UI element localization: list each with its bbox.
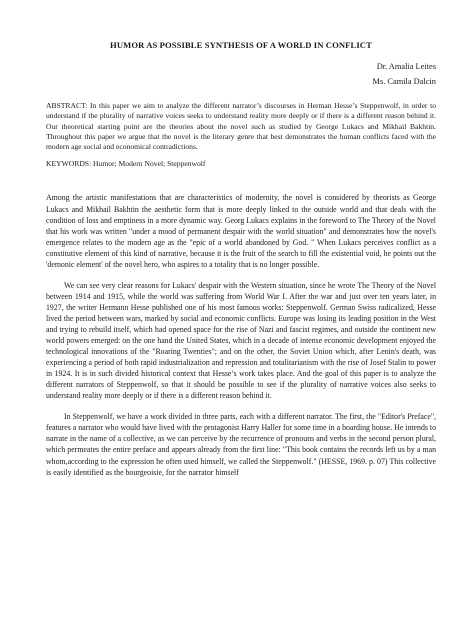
body-paragraph: Among the artistic manifestations that are characteristics of modernity, the novel is considered by theorists as George Lukacs and Mikhail Bakhtin the aesthetic form that is more deeply linked to the outside world and that deals with the condition of loss and emptiness in a more dynamic way. Georg Lukacs explains in the foreword to The Theory of the Novel that his work was written "under a mood of permanent despair with the world situation" and demonstrates how the novel's emergence relates to the modern age as the "epic of a world abandoned by God. " When Lukacs perceives conflict as a constitutive element of this kind of narrative, because it is the fruit of the search to fill the existential void, he points out the 'demonic element' of the novel hero, who aspires to a totality that is no longer possible.: [46, 193, 436, 269]
body-text: [46, 192, 436, 477]
body-paragraph: We can see very clear reasons for Lukacs' despair with the Western situation, since he wrote The Theory of the Novel between 1914 and 1915, while the world was suffering from World War I. After the war and just over ten years later, in 1927, the writer Hermann Hesse published one of his most famous works: Steppenwolf. German Swiss radicalized, Hesse lived the period between wars, marked by social and economic conflicts. Europe was losing its leading position in the West and trying to rebuild itself, which had opened space for the rise of Nazi and fascist regimes, and outside the continent new world powers emerged: on the one hand the United States, which in a decade of intense economic development enjoyed the technological innovations of the "Roaring Twenties"; and on the other, the Soviet Union which, after Lenin's death, was experiencing a period of both rapid industrialization and repression and totalitarianism with the rise of Josef Stalin to power in 1924. It is in such divided historical context that Hesse’s work takes place. And the goal of this paper is to analyze the different narrators of Steppenwolf, so that it should be possible to see if the plurality of narrative voices also seeks to understand reality more deeply or if there is a different reason behind it.: [46, 280, 436, 401]
author-name: Ms. Camila Dalcin: [372, 77, 436, 86]
abstract: ABSTRACT: In this paper we aim to analyze the different narrator’s discourses in Herman Hesse’s Steppenwolf, in order to understand if the plurality of narrative voices seeks to understand reality more deeply or if there is a different reason behind it. Our theoretical starting point are the theories about the novel such as studied by George Lukacs and Mikhail Bakhtin. Throughout this paper we argue that the novel is the literary genre that best demonstrates the human conflicts faced with the modern age social and economical contradictions.: [46, 101, 436, 152]
keywords: KEYWORDS: Humor; Modern Novel; Steppenwolf: [46, 159, 206, 169]
body-paragraph: In Steppenwolf, we have a work divided in three parts, each with a different narrator. The first, the "Editor's Preface", features a narrator who would have lived with the protagonist Harry Haller for some time in a boarding house. He intends to narrate in the name of a collective, as we can perceive by the recurrence of pronouns and verbs in the second person plural, which permeates the entire preface and appears already from the first line: "This book contains the records left us by a man whom,according to the expression he often used himself, we called the Steppenwolf." (HESSE, 1969. p. 07) This collective is easily identified as the bourgeoisie, for the narrator himself: [46, 412, 436, 477]
author-name: Dr. Amalia Leites: [376, 62, 436, 71]
paper-title: HUMOR AS POSSIBLE SYNTHESIS OF A WORLD IN CONFLICT: [110, 40, 372, 50]
